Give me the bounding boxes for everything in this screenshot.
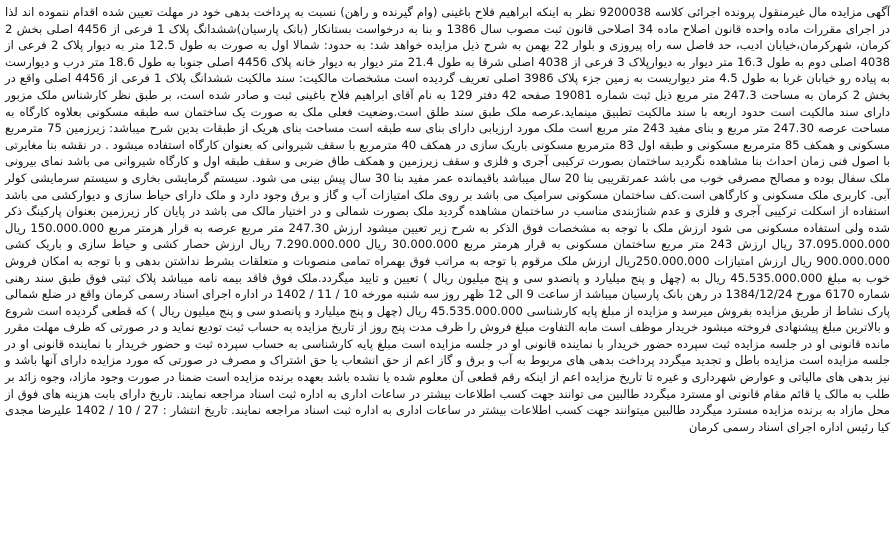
auction-notice-text: آگهی مزایده مال غیرمنقول پرونده اجرائی کلاسه 9200038 نظر به اینکه ابراهیم فلاح باغینی (وام گیرنده و راهن) نسبت به پرداخت بدهی خود در مهلت تعیین شده اقدام ننموده اند لذا در اجرای مقررات ماده واحده قانون اصلاح ماده 34 اصلاحی قانون ثبت مصوب سال 1386 و بنا به درخواست بستانکار (بانک پارسیان)ششدانگ پلاک 1 فرعی از 4456 اصلی بخش 2 کرمان، شهرکرمان،خیابان ادیب، حد فاصل سه راه پیروزی و بلوار 22 بهمن به شرح ذیل مزایده خواهد شد: به حدود: شمالا اول به صورت به طول 12.5 متر به دیوار پلاک 2 فرعی از 4038 اصلی دوم به طول 16.3 متر دیوار به دیوارپلاک 3 فرعی از 4038 اصلی شرقا به طول 21.4 متر دیوار به دیوار خانه پلاک 4456 اصلی جنوبا به طول 18.6 متر درب و دیوارست به پیاده رو خیابان غربا به طول 4.5 متر دیواریست به زمین جزء پلاک 3986 اصلی تعریف گردیده است مشخصات مالکیت: سند مالکیت ششدانگ پلاک 1 فرعی از 4456 اصلی واقع در بخش 2 کرمان به مساحت 247.3 متر مربع ذیل ثبت شماره 19081 صفحه 42 دفتر 129 به نام آقای ابراهیم فلاح باغینی ثبت و صادر شده است، بر طبق نظر کارشناس ملک مزبور دارای سند مالکیت است حدود اربعه با سند مالکیت تطبیق مینماید.عرصه ملک طبق سند طلق است.وضعیت فعلی ملک به صورت یک ساختمان سه طبقه مسکونی بعلاوه کارگاه به مساحت عرصه 247.30 متر مربع و بنای مفید 243 متر مربع است ملک مورد ارزیابی دارای بنای سه طبقه است مساحت بنای هریک از طبقات بدین شرح میباشد: زیرزمین 75 مترمربع مسکونی و همکف 85 مترمربع مسکونی و طبقه اول 83 مترمربع مسکونی باریک سازی در همکف 40 مترمربع با سقف شیروانی که بعنوان کارگاه استفاده میشود . در نقشه بنا مغایرتی با اصول فنی زمان احداث بنا مشاهده نگردید ساختمان بصورت ترکیبی آجری و فلزی و سقف زیرزمین و همکف طاق ضربی و سقف طبقه اول و کارگاه شیروانی می باشد نمای بیرونی ملک سفال بوده و مصالح مصرفی خوب می باشد عمرتقریبی بنا 20 سال میباشد باقیمانده عمر مفید بنا 30 سال پیش بینی می شود. سیستم گرمایشی بخاری و سیستم سرمایشی کولر آبی. کاربری ملک مسکونی و کارگاهی است.کف ساختمان مسکونی سرامیک می باشد بر روی ملک امتیازات آب و گاز و برق وجود دارد و ملک دارای حیاط سازی و دیوارکشی می باشد استفاده از اسکلت ترکیبی آجری و فلزی و عدم شناژبندی مناسب در ساختمان مشاهده گردید ملک بصورت شمالی و در اختیار مالک می باشد در پایان کار زیرزمین بعنوان پارکینگ ذکر شده ولی استفاده مسکونی می شود ارزش ملک با توجه به مشخصات فوق الذکر به شرح زیر تعیین میشود ارزش 247.30 متر مربع عرصه به قرار هرمتر مربع 150.000.000 ریال 37.095.000.000 ریال ارزش 243 متر مربع ساختمان مسکونی به قرار هرمتر مربع 30.000.000 ریال 7.290.000.000 ریال ارزش حصار کشی و حیاط سازی و باریک کشی 900.000.000 ریال ارزش امتیازات 250.000.000ریال ارزش ملک مرقوم با توجه به مراتب فوق بهمراه تمامی منصوبات و متعلقات بشرط نداشتن بدهی و با توجه به امکان فروش خوب به مبلغ 45.535.000.000 ریال به (چهل و پنج میلیارد و پانصدو سی و پنج میلیون ریال ) تعیین و تایید میگردد.ملک فوق فاقد بیمه نامه میباشد پلاک ثبتی فوق طبق سند رهنی شماره 6170 مورخ 1384/12/24 در رهن بانک پارسیان میباشد از ساعت 9 الی 12 ظهر روز سه شنبه مورخه 10 / 11 / 1402 در اداره اجرای اسناد رسمی کرمان واقع در ضلع شمالی پارک نشاط از طریق مزایده بفروش میرسد و مزایده از مبلغ پایه کارشناسی 45.535.000.000 ریال (چهل و پنج میلیارد و پانصدو سی و پنج میلیون ریال ) که قطعی گردیده است شروع و بالاترین مبلغ پیشنهادی فروخته میشود خریدار موظف است مابه التفاوت مبلغ فروش را ظرف مدت پنج روز از تاریخ مزایده به حساب ثبت تودیع نماید و در صورتی که ظرف مهلت مقرر مانده قانونی او در جلسه مزایده ثبت سپرده حضور خریدار با نماینده قانونی او در جلسه مزایده است مبلغ پایه کارشناسی به حساب سپرده ثبت و حضور خریدار با نماینده قانونی او در جلسه مزایده است مزایده باطل و تجدید میگردد پرداخت بدهی های مربوط به آب و برق و گاز اعم از حق انشعاب یا حق اشتراک و مصرف در صورتی که مورد مزایده دارای آنها باشد و نیز بدهی های مالیاتی و عوارض شهرداری و غیره تا تاریخ مزایده اعم از اینکه رقم قطعی آن معلوم شده یا نشده باشد بعهده برنده مزایده است ضمنا در صورت وجود مازاد، وجوه زائد بر طلب به مالک یا قائم مقام قانونی او مسترد میگردد طالبین می توانند جهت کسب اطلاعات بیشتر در ساعات اداری به اداره ثبت اسناد مراجعه نمایند. تاریخ دارای بابت هزینه های فوق از محل مازاد به برنده مزایده مسترد میگردد طالبین میتوانند جهت کسب اطلاعات بیشتر در ساعات اداری به اداره ثبت اسناد مراجعه نمایند. تاریخ انتشار : 27 / 10 / 1402 علیرضا مجدی کیا رئیس اداره اجرای اسناد رسمی کرمان — [5, 5, 891, 434]
